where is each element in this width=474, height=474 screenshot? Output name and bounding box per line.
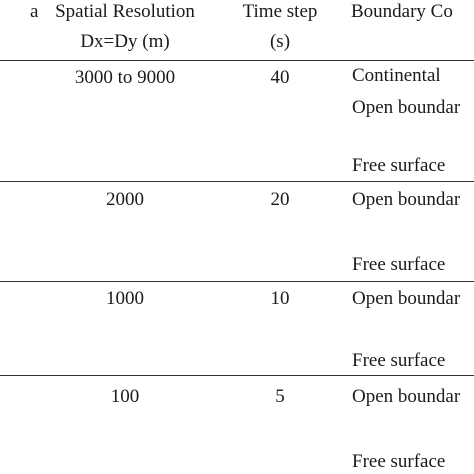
row-boundary-line: Free surface [352, 155, 446, 176]
row-divider [0, 375, 474, 376]
row-divider [0, 181, 474, 182]
header-col0: a [30, 1, 39, 22]
row-resolution: 3000 to 9000 [74, 67, 176, 88]
row-resolution: 2000 [106, 189, 144, 210]
header-time-step-unit: (s) [269, 31, 291, 52]
row-boundary-line: Free surface [352, 350, 446, 371]
row-boundary-line: Free surface [352, 451, 446, 472]
row-resolution: 1000 [106, 288, 144, 309]
row-time-step: 20 [270, 189, 290, 210]
header-spatial-resolution: Spatial Resolution [55, 1, 195, 22]
row-boundary-line: Continental [352, 65, 441, 86]
row-divider [0, 281, 474, 282]
row-boundary-line: Open boundar [352, 288, 461, 309]
row-boundary-line: Open boundar [352, 189, 461, 210]
header-boundary-conditions: Boundary Co [351, 1, 453, 22]
row-time-step: 5 [275, 386, 285, 407]
row-time-step: 10 [270, 288, 290, 309]
header-dx-dy: Dx=Dy (m) [80, 31, 170, 52]
row-boundary-line: Free surface [352, 254, 446, 275]
header-time-step: Time step [242, 1, 318, 22]
row-time-step: 40 [270, 67, 290, 88]
header-divider [0, 60, 474, 61]
row-resolution: 100 [110, 386, 140, 407]
row-boundary-line: Open boundar [352, 386, 461, 407]
row-boundary-line: Open boundar [352, 97, 461, 118]
